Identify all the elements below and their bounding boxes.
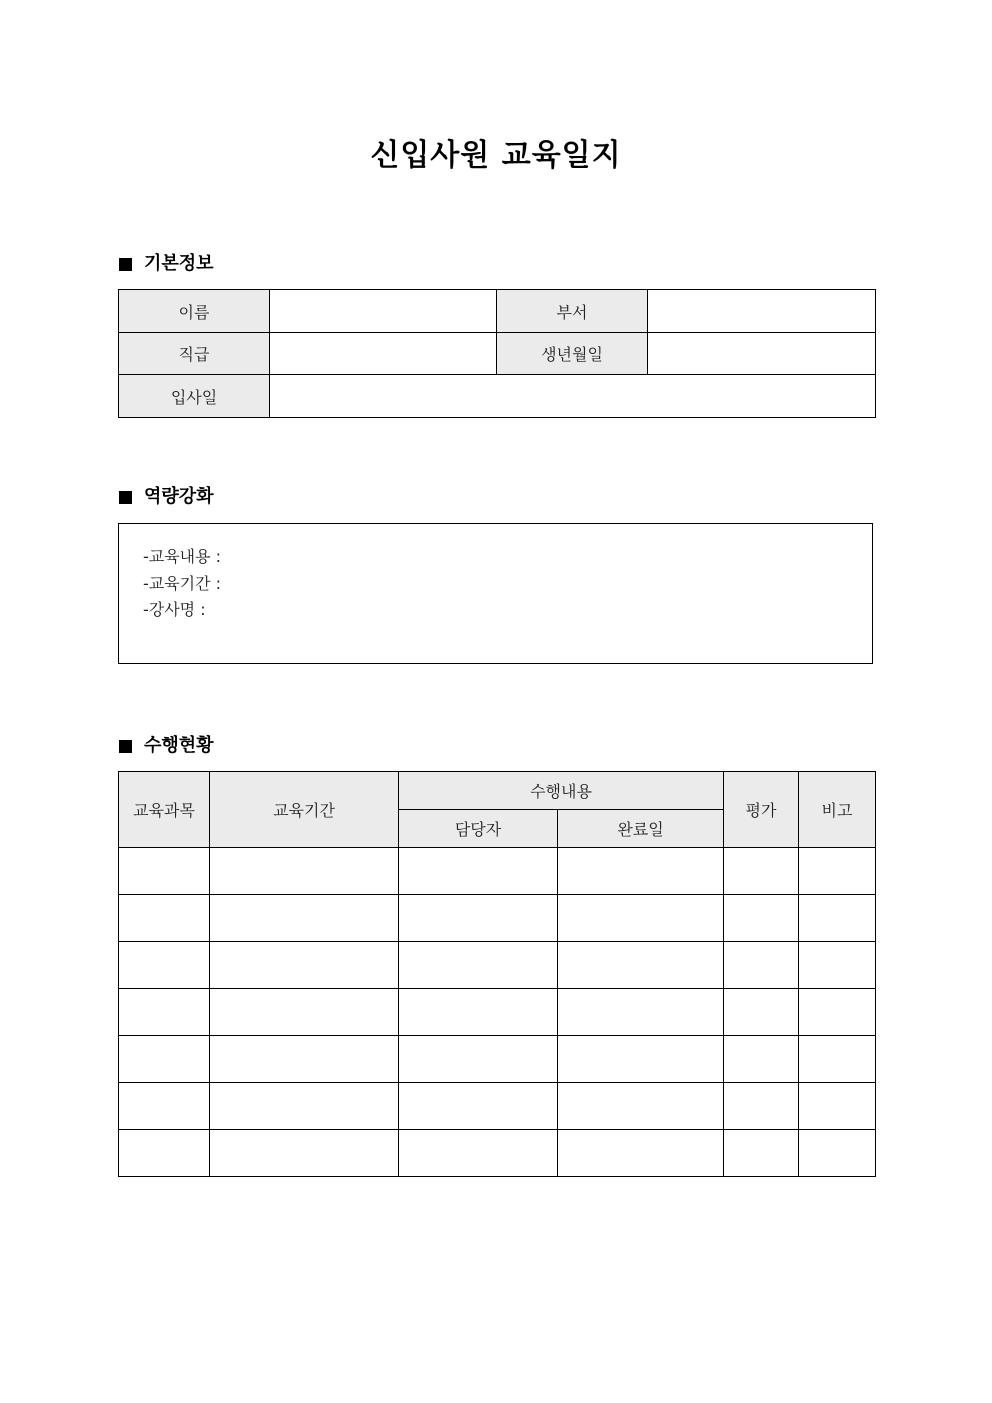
square-bullet-icon <box>119 258 132 271</box>
cell-course[interactable] <box>119 1036 210 1083</box>
label-join-date: 입사일 <box>119 375 270 418</box>
cell-manager[interactable] <box>399 848 558 895</box>
cell-period[interactable] <box>210 1036 399 1083</box>
cell-course[interactable] <box>119 848 210 895</box>
cell-period[interactable] <box>210 989 399 1036</box>
performance-table <box>118 771 876 1177</box>
cell-remarks[interactable] <box>799 989 876 1036</box>
field-name[interactable] <box>270 290 497 333</box>
cell-evaluation[interactable] <box>724 895 799 942</box>
section-heading-label: 수행현황 <box>144 735 214 756</box>
cell-period[interactable] <box>210 1083 399 1130</box>
cell-remarks[interactable] <box>799 1083 876 1130</box>
section-heading-performance <box>119 734 214 758</box>
competency-line-instructor: -강사명 : <box>143 600 206 619</box>
label-department: 부서 <box>497 290 648 333</box>
page-title: 신입사원 교육일지 <box>370 138 622 173</box>
cell-completion[interactable] <box>558 895 724 942</box>
section-heading-basic-info <box>119 252 214 276</box>
cell-period[interactable] <box>210 1130 399 1177</box>
cell-completion[interactable] <box>558 942 724 989</box>
competency-box[interactable] <box>118 523 873 664</box>
competency-line-period: -교육기간 : <box>143 573 222 593</box>
cell-remarks[interactable] <box>799 1036 876 1083</box>
cell-course[interactable] <box>119 989 210 1036</box>
table-row <box>119 1083 876 1130</box>
table-row <box>119 942 876 989</box>
cell-completion[interactable] <box>558 1036 724 1083</box>
header-completion: 완료일 <box>558 810 724 848</box>
cell-completion[interactable] <box>558 1130 724 1177</box>
field-birthdate[interactable] <box>648 333 876 375</box>
cell-manager[interactable] <box>399 1036 558 1083</box>
cell-manager[interactable] <box>399 989 558 1036</box>
competency-line-content: -교육내용 : <box>143 547 222 566</box>
cell-course[interactable] <box>119 895 210 942</box>
label-birthdate: 생년월일 <box>497 333 648 375</box>
basic-info-table <box>118 289 876 418</box>
section-heading-competency <box>119 485 214 509</box>
header-manager: 담당자 <box>399 810 558 848</box>
cell-evaluation[interactable] <box>724 1083 799 1130</box>
cell-completion[interactable] <box>558 848 724 895</box>
cell-course[interactable] <box>119 942 210 989</box>
cell-manager[interactable] <box>399 1130 558 1177</box>
cell-evaluation[interactable] <box>724 1130 799 1177</box>
square-bullet-icon <box>119 740 132 753</box>
header-period: 교육기간 <box>210 772 399 848</box>
field-join-date[interactable] <box>270 375 876 418</box>
cell-completion[interactable] <box>558 1083 724 1130</box>
cell-period[interactable] <box>210 942 399 989</box>
table-row <box>119 1036 876 1083</box>
cell-completion[interactable] <box>558 989 724 1036</box>
cell-remarks[interactable] <box>799 942 876 989</box>
header-course: 교육과목 <box>119 772 210 848</box>
table-row <box>119 895 876 942</box>
table-row <box>119 1130 876 1177</box>
cell-manager[interactable] <box>399 895 558 942</box>
cell-manager[interactable] <box>399 1083 558 1130</box>
cell-manager[interactable] <box>399 942 558 989</box>
cell-period[interactable] <box>210 848 399 895</box>
section-heading-label: 역량강화 <box>144 486 214 507</box>
table-row <box>119 989 876 1036</box>
cell-evaluation[interactable] <box>724 942 799 989</box>
table-row <box>119 848 876 895</box>
label-position: 직급 <box>119 333 270 375</box>
cell-evaluation[interactable] <box>724 848 799 895</box>
cell-evaluation[interactable] <box>724 1036 799 1083</box>
cell-course[interactable] <box>119 1130 210 1177</box>
cell-remarks[interactable] <box>799 895 876 942</box>
header-evaluation: 평가 <box>724 772 799 848</box>
cell-remarks[interactable] <box>799 848 876 895</box>
header-remarks: 비고 <box>799 772 876 848</box>
cell-period[interactable] <box>210 895 399 942</box>
field-position[interactable] <box>270 333 497 375</box>
square-bullet-icon <box>119 491 132 504</box>
section-heading-label: 기본정보 <box>144 253 214 274</box>
label-name: 이름 <box>119 290 270 333</box>
cell-evaluation[interactable] <box>724 989 799 1036</box>
field-department[interactable] <box>648 290 876 333</box>
cell-course[interactable] <box>119 1083 210 1130</box>
cell-remarks[interactable] <box>799 1130 876 1177</box>
header-content: 수행내용 <box>399 772 724 810</box>
